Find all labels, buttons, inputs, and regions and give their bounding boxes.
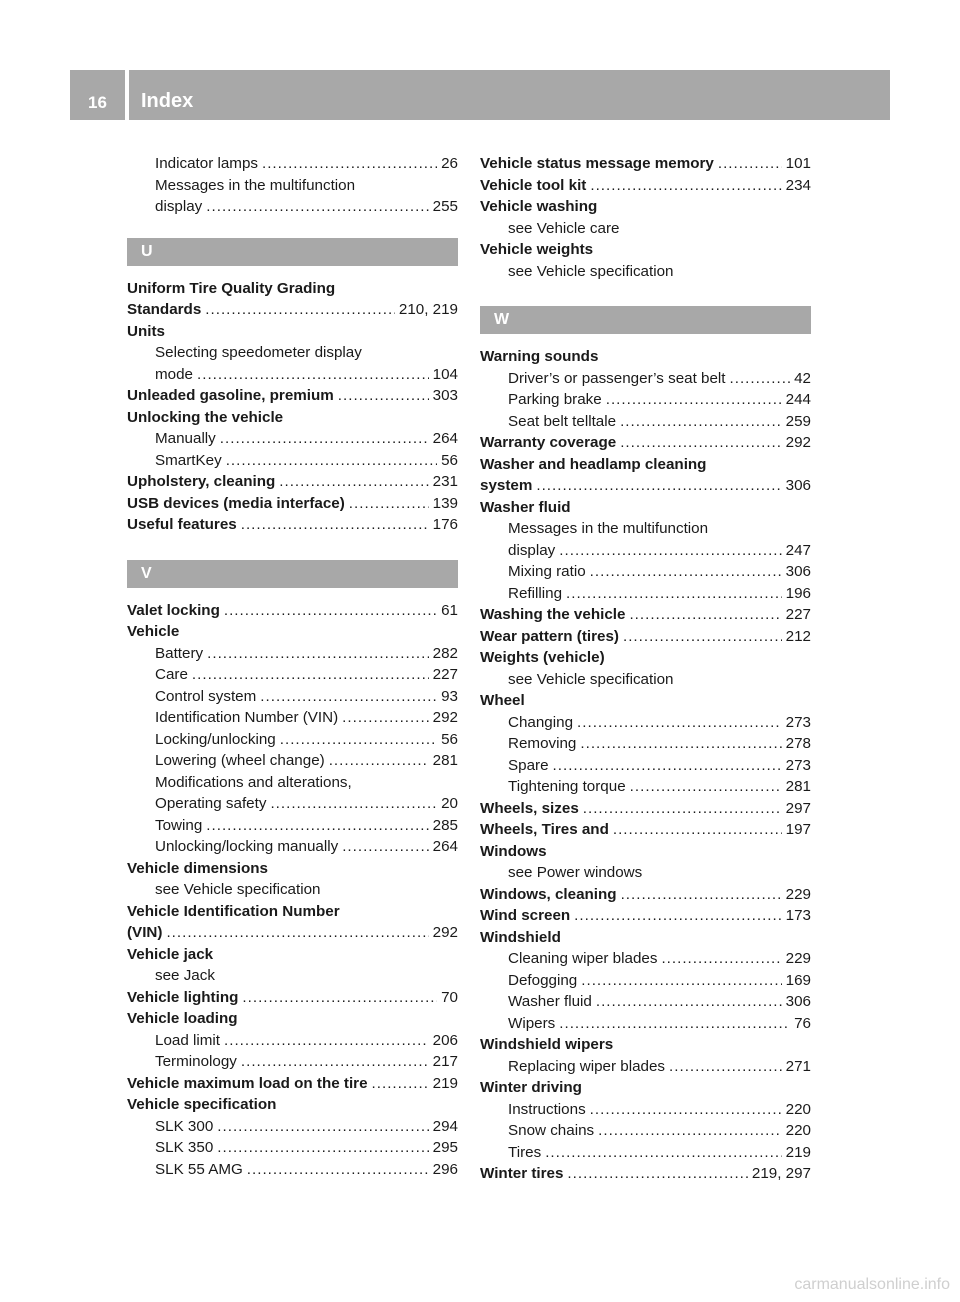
index-entry <box>480 647 811 669</box>
dot-leader <box>553 755 782 777</box>
index-subentry[interactable] <box>480 1013 811 1035</box>
entry-page-ref[interactable]: 227 <box>785 606 811 623</box>
index-subentry[interactable] <box>480 712 811 734</box>
index-entry <box>480 239 811 261</box>
entry-label: Wheels, Tires and <box>480 821 609 838</box>
dot-leader <box>559 540 781 562</box>
entry-page-ref[interactable]: 285 <box>432 816 458 834</box>
index-subentry <box>480 862 811 884</box>
entry-label: Replacing wiper blades <box>508 1057 666 1075</box>
page-title: Index <box>141 90 194 112</box>
entry-page-ref[interactable]: 292 <box>432 924 458 941</box>
dot-leader <box>372 1073 429 1095</box>
entry-label: Vehicle Identification Number <box>127 902 340 920</box>
dot-leader <box>197 364 429 386</box>
index-entry <box>480 346 811 368</box>
index-entry <box>127 621 458 643</box>
entry-label: Modifications and alterations, <box>155 773 352 791</box>
index-subentry[interactable] <box>127 153 458 175</box>
dot-leader <box>247 1159 429 1181</box>
index-subentry <box>480 669 811 691</box>
entry-page-ref[interactable]: 281 <box>785 778 811 795</box>
dot-leader <box>620 432 781 454</box>
entry-page-ref[interactable]: 206 <box>432 1031 458 1049</box>
entry-label: system <box>480 477 533 494</box>
index-subentry <box>480 518 811 540</box>
entry-label: Lowering (wheel change) <box>155 752 325 769</box>
entry-label: Defogging <box>508 971 578 989</box>
entry-page-ref[interactable]: 231 <box>432 473 458 490</box>
index-subentry[interactable] <box>480 1142 811 1164</box>
dot-leader <box>590 561 782 583</box>
entry-label: Mixing ratio <box>508 563 586 580</box>
index-entry <box>127 1094 458 1116</box>
entry-label: Load limit <box>155 1031 220 1049</box>
entry-page-ref[interactable]: 282 <box>432 644 458 662</box>
index-column-left <box>127 153 458 1180</box>
entry-page-ref[interactable]: 61 <box>441 601 458 619</box>
entry-label: Cleaning wiper blades <box>508 950 658 967</box>
entry-label: Vehicle weights <box>480 241 594 258</box>
entry-label: see Vehicle specification <box>155 881 321 898</box>
entry-label: Windows <box>480 842 547 860</box>
dot-leader <box>620 411 782 433</box>
dot-leader <box>260 686 437 708</box>
index-subentry[interactable] <box>127 729 458 751</box>
entry-page-ref[interactable]: 197 <box>785 821 811 838</box>
index-entry[interactable] <box>127 299 458 321</box>
index-subentry[interactable] <box>480 1099 811 1121</box>
entry-label: Warranty coverage <box>480 434 617 451</box>
index-entry[interactable] <box>480 475 811 497</box>
header-divider <box>125 70 129 120</box>
entry-page-ref[interactable]: 139 <box>432 494 458 512</box>
dot-leader <box>280 729 437 751</box>
index-subentry[interactable] <box>480 948 811 970</box>
index-entry[interactable] <box>127 385 458 407</box>
index-subentry[interactable] <box>127 428 458 450</box>
entry-label: Messages in the multifunction <box>508 520 709 537</box>
entry-label: Wheels, sizes <box>480 799 579 817</box>
dot-leader <box>226 450 437 472</box>
dot-leader <box>590 175 781 197</box>
entry-label: Locking/unlocking <box>155 730 276 748</box>
dot-leader <box>669 1056 782 1078</box>
entry-label: see Vehicle specification <box>508 262 674 280</box>
entry-label: Unlocking/locking manually <box>155 838 339 855</box>
index-entry <box>480 841 811 863</box>
entry-page-ref[interactable]: 281 <box>432 752 458 769</box>
index-entry <box>127 321 458 343</box>
index-subentry[interactable] <box>480 368 811 390</box>
dot-leader <box>192 664 429 686</box>
index-subentry[interactable] <box>127 450 458 472</box>
dot-leader <box>574 905 781 927</box>
dot-leader <box>567 1163 747 1185</box>
entry-label: USB devices (media interface) <box>127 494 345 512</box>
index-subentry[interactable] <box>127 1051 458 1073</box>
entry-page-ref[interactable]: 217 <box>432 1053 458 1070</box>
entry-label: Tires <box>508 1143 542 1161</box>
dot-leader <box>349 493 429 515</box>
entry-page-ref[interactable]: 56 <box>441 730 458 748</box>
dot-leader <box>224 1030 429 1052</box>
section-letter-bar: V <box>127 560 458 588</box>
entry-page-ref[interactable]: 295 <box>432 1139 458 1156</box>
entry-label: Vehicle washing <box>480 198 598 215</box>
entry-label: SLK 350 <box>155 1139 214 1156</box>
entry-page-ref[interactable]: 247 <box>785 541 811 559</box>
index-entry <box>127 407 458 429</box>
dot-leader <box>342 707 428 729</box>
entry-label: Care <box>155 666 188 683</box>
dot-leader <box>590 1099 782 1121</box>
entry-label: Towing <box>155 816 203 834</box>
entry-page-ref[interactable]: 219 <box>785 1143 811 1161</box>
index-subentry[interactable] <box>480 733 811 755</box>
entry-label: see Power windows <box>508 864 643 881</box>
index-column-right <box>480 153 811 1185</box>
page-header <box>70 70 890 120</box>
dot-leader <box>206 196 428 218</box>
entry-page-ref[interactable]: 70 <box>441 988 458 1006</box>
entry-page-ref[interactable]: 294 <box>432 1117 458 1135</box>
entry-label: Warning sounds <box>480 348 599 365</box>
index-subentry[interactable] <box>127 664 458 686</box>
dot-leader <box>629 604 781 626</box>
entry-label: Battery <box>155 644 204 662</box>
dot-leader <box>206 815 428 837</box>
page-number: 16 <box>88 93 107 112</box>
index-subentry[interactable] <box>127 793 458 815</box>
entry-page-ref[interactable]: 220 <box>785 1122 811 1139</box>
index-subentry[interactable] <box>127 364 458 386</box>
index-subentry[interactable] <box>127 750 458 772</box>
dot-leader <box>606 389 782 411</box>
dot-leader <box>545 1142 781 1164</box>
entry-label: Uniform Tire Quality Grading <box>127 279 336 297</box>
index-subentry[interactable] <box>127 686 458 708</box>
entry-label: Refilling <box>508 584 563 602</box>
index-entry <box>127 278 458 300</box>
entry-page-ref[interactable]: 173 <box>785 907 811 924</box>
dot-leader <box>630 776 782 798</box>
entry-label: see Vehicle care <box>508 219 620 237</box>
dot-leader <box>342 836 428 858</box>
index-entry[interactable] <box>480 626 811 648</box>
watermark: carmanualsonline.info <box>794 1276 950 1293</box>
entry-page-ref[interactable]: 278 <box>785 735 811 752</box>
entry-label: Vehicle <box>127 623 180 640</box>
index-subentry[interactable] <box>480 389 811 411</box>
index-subentry[interactable] <box>480 540 811 562</box>
entry-label: Control system <box>155 687 257 705</box>
entry-label: Operating safety <box>155 795 267 812</box>
entry-page-ref[interactable]: 306 <box>785 563 811 580</box>
index-entry <box>480 927 811 949</box>
index-entry[interactable] <box>127 987 458 1009</box>
index-entry[interactable] <box>127 922 458 944</box>
entry-page-ref[interactable]: 212 <box>785 627 811 645</box>
dot-leader <box>217 1116 428 1138</box>
dot-leader <box>207 643 429 665</box>
entry-page-ref[interactable]: 255 <box>432 198 458 215</box>
index-subentry[interactable] <box>127 643 458 665</box>
entry-label: Vehicle jack <box>127 945 214 963</box>
section-letter-bar: U <box>127 238 458 266</box>
entry-page-ref[interactable]: 297 <box>785 799 811 817</box>
dot-leader <box>241 1051 429 1073</box>
entry-label: Weights (vehicle) <box>480 649 605 666</box>
entry-label: Seat belt telltale <box>508 412 617 430</box>
dot-leader <box>262 153 437 175</box>
entry-page-ref[interactable]: 271 <box>785 1057 811 1075</box>
index-subentry[interactable] <box>127 836 458 858</box>
dot-leader <box>581 970 781 992</box>
index-subentry <box>127 342 458 364</box>
index-entry[interactable] <box>127 471 458 493</box>
entry-label: Vehicle specification <box>127 1096 277 1113</box>
dot-leader <box>241 514 429 536</box>
entry-label: Useful features <box>127 516 237 533</box>
dot-leader <box>613 819 782 841</box>
index-entry[interactable] <box>480 604 811 626</box>
entry-page-ref[interactable]: 210, 219 <box>398 301 458 318</box>
entry-label: Vehicle tool kit <box>480 176 587 194</box>
dot-leader <box>220 428 429 450</box>
entry-label: Parking brake <box>508 391 602 408</box>
entry-page-ref[interactable]: 229 <box>785 950 811 967</box>
index-subentry[interactable] <box>480 1056 811 1078</box>
dot-leader <box>217 1137 428 1159</box>
index-subentry <box>127 965 458 987</box>
dot-leader <box>718 153 782 175</box>
index-subentry[interactable] <box>480 411 811 433</box>
dot-leader <box>580 733 781 755</box>
entry-page-ref[interactable]: 273 <box>785 713 811 731</box>
dot-leader <box>566 583 782 605</box>
index-subentry[interactable] <box>127 707 458 729</box>
dot-leader <box>577 712 782 734</box>
entry-label: Messages in the multifunction <box>155 176 356 194</box>
entry-page-ref[interactable]: 20 <box>441 795 458 812</box>
entry-label: Windows, cleaning <box>480 885 617 903</box>
index-entry[interactable] <box>480 798 811 820</box>
index-entry[interactable] <box>480 175 811 197</box>
dot-leader <box>338 385 429 407</box>
entry-label: Selecting speedometer display <box>155 344 362 361</box>
index-subentry[interactable] <box>127 196 458 218</box>
entry-label: Vehicle maximum load on the tire <box>127 1074 368 1092</box>
entry-page-ref[interactable]: 56 <box>441 451 458 469</box>
dot-leader <box>205 299 395 321</box>
entry-label: Windshield wipers <box>480 1036 614 1053</box>
index-entry[interactable] <box>480 884 811 906</box>
index-entry[interactable] <box>127 493 458 515</box>
entry-label: Spare <box>508 756 549 774</box>
entry-label: Identification Number (VIN) <box>155 709 339 726</box>
index-subentry[interactable] <box>480 583 811 605</box>
index-entry[interactable] <box>127 1073 458 1095</box>
index-subentry <box>127 175 458 197</box>
dot-leader <box>621 884 782 906</box>
dot-leader <box>730 368 791 390</box>
entry-label: Valet locking <box>127 601 220 619</box>
dot-leader <box>329 750 429 772</box>
entry-page-ref[interactable]: 264 <box>432 430 458 447</box>
entry-page-ref[interactable]: 306 <box>785 993 811 1010</box>
index-entry <box>127 1008 458 1030</box>
dot-leader <box>536 475 781 497</box>
index-entry <box>127 944 458 966</box>
entry-page-ref[interactable]: 244 <box>785 391 811 408</box>
entry-page-ref[interactable]: 303 <box>432 387 458 404</box>
index-subentry[interactable] <box>127 1137 458 1159</box>
dot-leader <box>270 793 437 815</box>
dot-leader <box>242 987 437 1009</box>
entry-label: Vehicle dimensions <box>127 859 268 877</box>
entry-page-ref[interactable]: 104 <box>432 365 458 383</box>
entry-label: Vehicle status message memory <box>480 155 714 172</box>
entry-label: Washer and headlamp cleaning <box>480 455 707 473</box>
entry-page-ref[interactable]: 227 <box>432 666 458 683</box>
entry-label: Units <box>127 322 165 340</box>
index-subentry <box>127 879 458 901</box>
entry-label: Windshield <box>480 928 561 946</box>
dot-leader <box>279 471 428 493</box>
entry-page-ref[interactable]: 42 <box>794 369 811 387</box>
dot-leader <box>583 798 782 820</box>
entry-label: Vehicle loading <box>127 1010 238 1027</box>
entry-label: Upholstery, cleaning <box>127 473 276 490</box>
entry-label: Changing <box>508 713 574 731</box>
entry-page-ref[interactable]: 196 <box>785 584 811 602</box>
entry-label: Wheel <box>480 692 525 709</box>
entry-label: mode <box>155 365 193 383</box>
entry-page-ref[interactable]: 264 <box>432 838 458 855</box>
entry-label: see Vehicle specification <box>508 670 674 688</box>
index-subentry[interactable] <box>127 1159 458 1181</box>
entry-page-ref[interactable]: 273 <box>785 756 811 774</box>
entry-label: Manually <box>155 430 216 447</box>
entry-label: Snow chains <box>508 1122 595 1139</box>
entry-label: Winter driving <box>480 1079 582 1096</box>
index-entry <box>480 1077 811 1099</box>
entry-label: Winter tires <box>480 1165 564 1182</box>
dot-leader <box>166 922 428 944</box>
entry-label: Terminology <box>155 1053 237 1070</box>
section-letter-bar: W <box>480 306 811 334</box>
index-subentry <box>480 218 811 240</box>
entry-label: SLK 55 AMG <box>155 1160 243 1178</box>
index-entry <box>127 901 458 923</box>
entry-page-ref[interactable]: 220 <box>785 1100 811 1118</box>
entry-label: (VIN) <box>127 924 163 941</box>
entry-label: SLK 300 <box>155 1117 214 1135</box>
index-entry <box>480 497 811 519</box>
entry-label: Driver’s or passenger’s seat belt <box>508 369 726 387</box>
entry-label: Wind screen <box>480 907 571 924</box>
entry-page-ref[interactable]: 259 <box>785 412 811 430</box>
entry-page-ref[interactable]: 219, 297 <box>751 1165 811 1182</box>
index-entry <box>480 690 811 712</box>
index-subentry[interactable] <box>480 1120 811 1142</box>
entry-label: Washer fluid <box>508 993 592 1010</box>
entry-page-ref[interactable]: 292 <box>785 434 811 451</box>
index-subentry[interactable] <box>127 1116 458 1138</box>
index-entry[interactable] <box>480 819 811 841</box>
dot-leader <box>559 1013 790 1035</box>
entry-label: Indicator lamps <box>155 155 258 172</box>
index-subentry[interactable] <box>480 970 811 992</box>
index-entry[interactable] <box>480 432 811 454</box>
index-entry[interactable] <box>127 600 458 622</box>
entry-label: Wipers <box>508 1014 556 1032</box>
entry-page-ref[interactable]: 93 <box>441 687 458 705</box>
dot-leader <box>596 991 782 1013</box>
index-subentry[interactable] <box>127 815 458 837</box>
entry-label: Washer fluid <box>480 498 571 516</box>
entry-label: Unlocking the vehicle <box>127 408 284 426</box>
index-entry <box>127 858 458 880</box>
index-entry <box>480 196 811 218</box>
index-subentry[interactable] <box>480 776 811 798</box>
entry-page-ref[interactable]: 169 <box>785 971 811 989</box>
index-entry[interactable] <box>480 1163 811 1185</box>
entry-page-ref[interactable]: 234 <box>785 176 811 194</box>
entry-label: Wear pattern (tires) <box>480 627 619 645</box>
index-subentry[interactable] <box>480 755 811 777</box>
entry-page-ref[interactable]: 101 <box>785 155 811 172</box>
index-entry[interactable] <box>127 514 458 536</box>
entry-page-ref[interactable]: 306 <box>785 477 811 494</box>
entry-label: display <box>508 541 556 559</box>
index-entry[interactable] <box>480 905 811 927</box>
index-subentry[interactable] <box>127 1030 458 1052</box>
dot-leader <box>661 948 781 970</box>
entry-page-ref[interactable]: 296 <box>432 1160 458 1178</box>
entry-label: Standards <box>127 301 202 318</box>
index-entry <box>480 1034 811 1056</box>
entry-page-ref[interactable]: 26 <box>441 155 458 172</box>
entry-label: see Jack <box>155 967 215 984</box>
index-subentry <box>127 772 458 794</box>
dot-leader <box>224 600 437 622</box>
entry-page-ref[interactable]: 229 <box>785 885 811 903</box>
entry-page-ref[interactable]: 219 <box>432 1074 458 1092</box>
entry-label: Removing <box>508 735 577 752</box>
entry-label: Washing the vehicle <box>480 606 626 623</box>
index-entry <box>480 454 811 476</box>
dot-leader <box>598 1120 782 1142</box>
index-subentry <box>480 261 811 283</box>
entry-page-ref[interactable]: 292 <box>432 709 458 726</box>
dot-leader <box>623 626 782 648</box>
entry-page-ref[interactable]: 76 <box>794 1014 811 1032</box>
index-entry[interactable] <box>480 153 811 175</box>
entry-label: Instructions <box>508 1100 586 1118</box>
entry-label: Unleaded gasoline, premium <box>127 387 334 404</box>
entry-label: display <box>155 198 203 215</box>
entry-label: Vehicle lighting <box>127 988 239 1006</box>
entry-label: Tightening torque <box>508 778 626 795</box>
index-subentry[interactable] <box>480 991 811 1013</box>
entry-label: SmartKey <box>155 451 222 469</box>
entry-page-ref[interactable]: 176 <box>432 516 458 533</box>
index-subentry[interactable] <box>480 561 811 583</box>
